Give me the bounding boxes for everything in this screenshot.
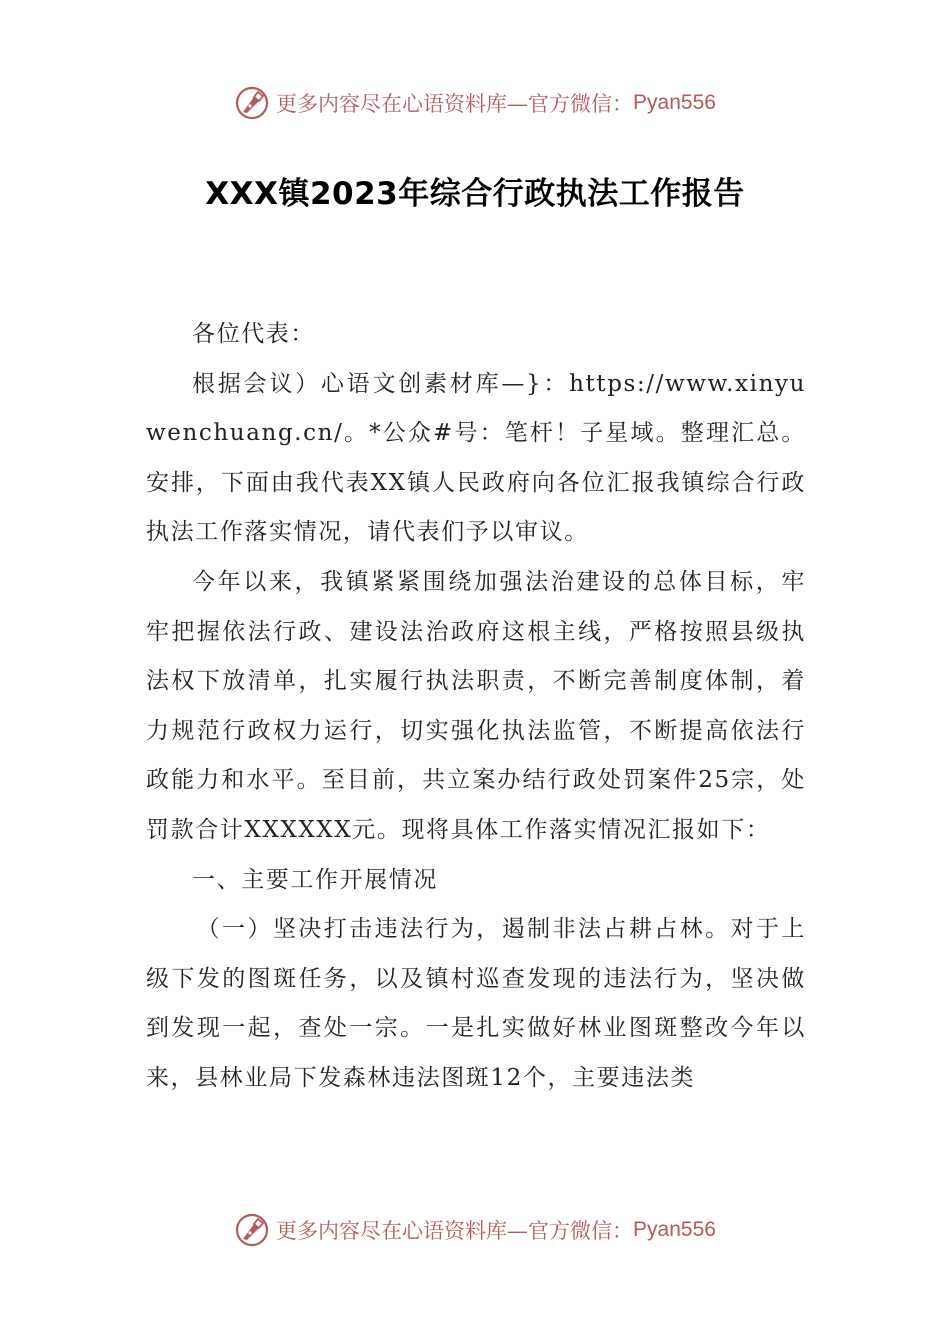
pen-nib-logo-icon: [234, 1212, 270, 1248]
watermark-banner-top: [0, 78, 950, 128]
pen-nib-logo-icon: [234, 85, 270, 121]
watermark-wechat-id: Pyan556: [633, 1218, 716, 1241]
document-body: [146, 310, 806, 1104]
watermark-text: 更多内容尽在心语资料库—官方微信：: [276, 1219, 634, 1243]
watermark-banner-bottom: [0, 1205, 950, 1255]
paragraph: 今年以来，我镇紧紧围绕加强法治建设的总体目标，牢牢把握依法行政、建设法治政府这根主线，严格按照县级执法权下放清单，扎实履行执法职责，不断完善制度体制，着力规范行政权力运行，切实强化执法监管，不断提高依法行政能力和水平。至目前，共立案办结行政处罚案件25宗，处罚款合计XXXXXX元。现将具体工作落实情况汇报如下：: [146, 568, 806, 843]
document-title: XXX镇2023年综合行政执法工作报告: [205, 176, 745, 212]
paragraph: （一）坚决打击违法行为，遏制非法占耕占林。对于上级下发的图斑任务，以及镇村巡查发现的违法行为，坚决做到发现一起，查处一宗。一是扎实做好林业图斑整改今年以来，县林业局下发森林违法图斑12个，主要违法类: [146, 916, 806, 1091]
section-heading: 一、主要工作开展情况: [192, 866, 438, 893]
salutation: 各位代表：: [192, 321, 315, 347]
watermark-text: 更多内容尽在心语资料库—官方微信：: [276, 92, 634, 116]
paragraph: 根据会议）心语文创素材库—}：https://www.xinyuwenchuang.cn/。*公众#号：笔杆！子星域。整理汇总。安排，下面由我代表XX镇人民政府向各位汇报我镇综合行政执法工作落实情况，请代表们予以审议。: [146, 370, 806, 546]
watermark-wechat-id: Pyan556: [633, 91, 716, 114]
